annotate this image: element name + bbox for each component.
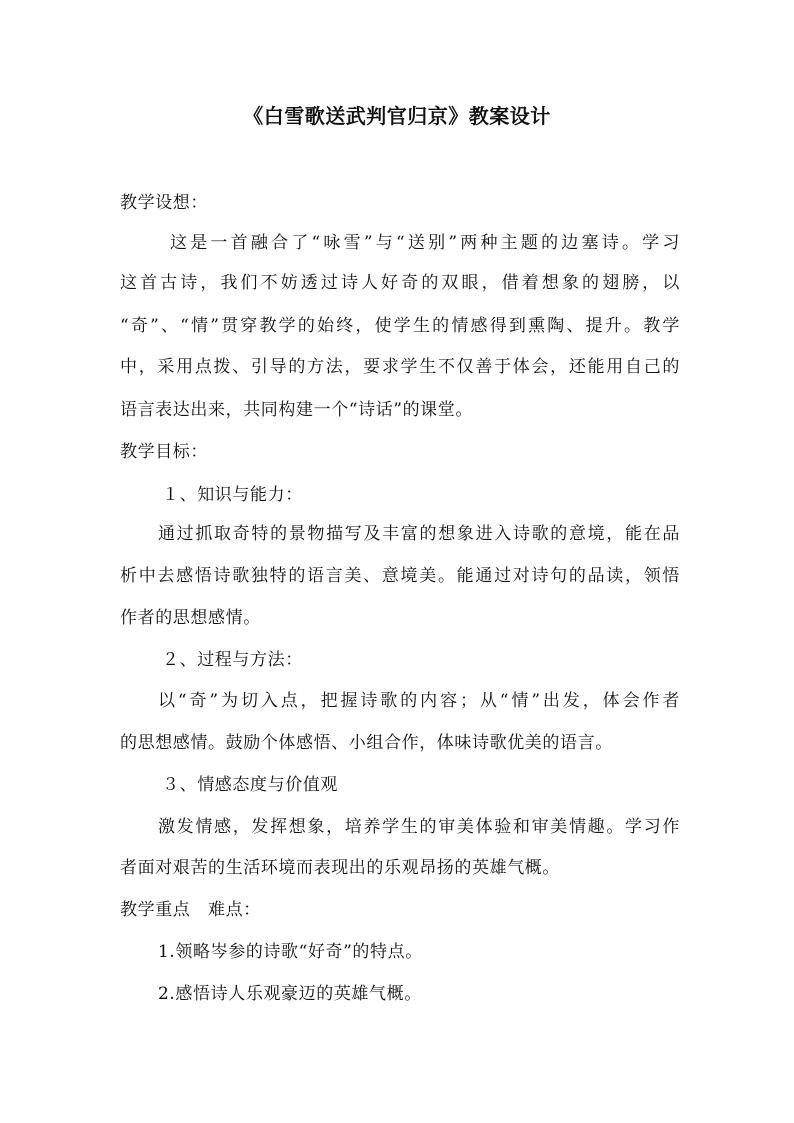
paragraph-line: 析中去感悟诗歌独特的语言美、意境美。能通过对诗句的品读，领悟 — [120, 566, 680, 586]
paragraph-line: 作者的思想感情。 — [120, 608, 261, 628]
section-heading-teaching-idea: 教学设想： — [120, 193, 208, 213]
section-heading-teaching-goals: 教学目标： — [120, 442, 208, 462]
paragraph-line: 这是一首融合了“咏雪”与“送别”两种主题的边塞诗。学习 — [170, 233, 680, 253]
paragraph-line: 通过抓取奇特的景物描写及丰富的想象进入诗歌的意境，能在品 — [158, 524, 680, 544]
list-item: 2.感悟诗人乐观豪迈的英雄气概。 — [158, 984, 422, 1004]
paragraph-line: “奇”、“情”贯穿教学的始终，使学生的情感得到熏陶、提升。教学 — [120, 316, 680, 336]
paragraph-line: 语言表达出来，共同构建一个“诗话”的课堂。 — [120, 400, 473, 420]
paragraph-line: 以“奇”为切入点，把握诗歌的内容；从“情”出发，体会作者 — [158, 691, 680, 711]
paragraph-line: 的思想感情。鼓励个体感悟、小组合作，体味诗歌优美的语言。 — [120, 733, 613, 753]
paragraph-line: 者面对艰苦的生活环境而表现出的乐观昂扬的英雄气概。 — [120, 858, 560, 878]
paragraph-line: 中，采用点拨、引导的方法，要求学生不仅善于体会，还能用自己的 — [120, 357, 680, 377]
section-heading-key-points: 教学重点 难点： — [120, 900, 261, 920]
subheading-knowledge-ability: １、知识与能力： — [162, 485, 303, 505]
list-item: 1.领略岑参的诗歌“好奇”的特点。 — [158, 942, 423, 962]
subheading-process-method: ２、过程与方法： — [162, 650, 303, 670]
subheading-emotion-values: ３、情感态度与价值观 — [162, 775, 338, 795]
paragraph-line: 激发情感，发挥想象，培养学生的审美体验和审美情趣。学习作 — [158, 817, 680, 837]
document-title: 《白雪歌送武判官归京》教案设计 — [243, 104, 551, 128]
paragraph-line: 这首古诗，我们不妨透过诗人好奇的双眼，借着想象的翅膀，以 — [120, 273, 680, 293]
